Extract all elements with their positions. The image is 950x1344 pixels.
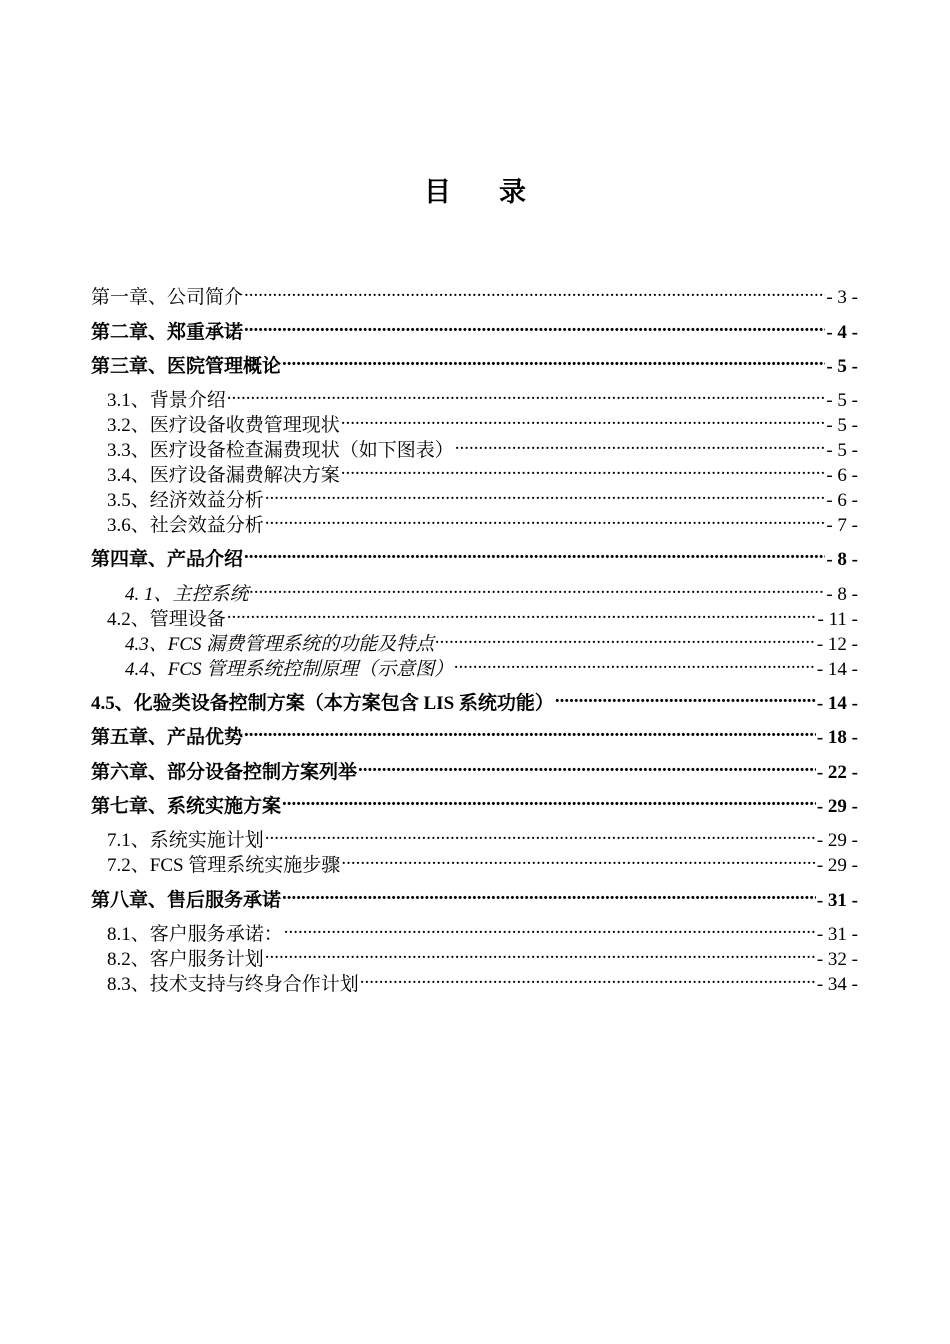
toc-page-number: - 5 - bbox=[826, 390, 858, 411]
toc-entry-7-2[interactable] bbox=[91, 846, 858, 876]
toc-page-number: - 34 - bbox=[816, 974, 858, 995]
toc-entry-8-3[interactable] bbox=[91, 965, 858, 995]
toc-page-number: - 31 - bbox=[816, 924, 858, 945]
toc-entry-label: 第四章、产品介绍 bbox=[91, 549, 244, 570]
dot-leader bbox=[265, 821, 816, 846]
dot-leader bbox=[282, 347, 825, 372]
toc-entry-label: 3.3、医疗设备检查漏费现状（如下图表） bbox=[107, 440, 454, 461]
toc-entry-label: 8.1、客户服务承诺： bbox=[107, 924, 283, 945]
toc-entry-label: 4.3、FCS 漏费管理系统的功能及特点 bbox=[125, 634, 435, 655]
toc-entry-chapter-1[interactable] bbox=[91, 278, 858, 308]
dot-leader bbox=[435, 625, 816, 650]
toc-page-number: - 11 - bbox=[817, 609, 858, 630]
toc-page-number: - 5 - bbox=[826, 356, 858, 377]
toc-entry-label: 8.3、技术支持与终身合作计划 bbox=[107, 974, 359, 995]
toc-entry-label: 3.2、医疗设备收费管理现状 bbox=[107, 415, 340, 436]
toc-entry-chapter-3[interactable] bbox=[91, 347, 858, 377]
toc-entry-label: 3.1、背景介绍 bbox=[107, 390, 226, 411]
toc-entry-3-2[interactable] bbox=[91, 406, 858, 436]
toc-entry-label: 第三章、医院管理概论 bbox=[91, 356, 282, 377]
toc-entry-3-5[interactable] bbox=[91, 481, 858, 511]
dot-leader bbox=[244, 313, 825, 338]
toc-entry-3-3[interactable] bbox=[91, 431, 858, 461]
toc-entry-3-4[interactable] bbox=[91, 456, 858, 486]
dot-leader bbox=[227, 381, 826, 406]
toc-entry-3-1[interactable] bbox=[91, 381, 858, 411]
toc-entry-chapter-6[interactable] bbox=[91, 753, 858, 783]
dot-leader bbox=[341, 406, 826, 431]
toc-entry-label: 4.2、管理设备 bbox=[107, 609, 226, 630]
toc-page-number: - 31 - bbox=[816, 890, 858, 911]
dot-leader bbox=[360, 965, 816, 990]
toc-page-number: - 6 - bbox=[826, 490, 858, 511]
toc-entry-label: 第二章、郑重承诺 bbox=[91, 322, 244, 343]
toc-entry-4-1[interactable] bbox=[91, 575, 858, 605]
dot-leader bbox=[244, 718, 816, 743]
toc-entry-label: 第五章、产品优势 bbox=[91, 727, 244, 748]
toc-page-number: - 29 - bbox=[816, 796, 858, 817]
toc-entry-label: 7.2、FCS 管理系统实施步骤 bbox=[107, 855, 341, 876]
toc-entry-4-2[interactable] bbox=[91, 600, 858, 630]
toc-entry-label: 第七章、系统实施方案 bbox=[91, 796, 282, 817]
dot-leader bbox=[244, 540, 825, 565]
toc-page-number: - 6 - bbox=[826, 465, 858, 486]
toc-page-number: - 3 - bbox=[826, 287, 858, 308]
dot-leader bbox=[244, 278, 825, 303]
toc-entry-label: 第六章、部分设备控制方案列举 bbox=[91, 762, 358, 783]
toc-entry-label: 7.1、系统实施计划 bbox=[107, 830, 264, 851]
toc-page-number: - 14 - bbox=[816, 659, 858, 680]
toc-entry-label: 第一章、公司简介 bbox=[91, 287, 244, 308]
toc-entry-label: 3.6、社会效益分析 bbox=[107, 515, 264, 536]
dot-leader bbox=[555, 684, 816, 709]
toc-entry-label: 4. 1、主控系统 bbox=[125, 584, 249, 605]
toc-page-number: - 22 - bbox=[816, 762, 858, 783]
dot-leader bbox=[227, 600, 817, 625]
dot-leader bbox=[454, 650, 816, 675]
toc-page-number: - 5 - bbox=[826, 415, 858, 436]
toc-entry-chapter-5[interactable] bbox=[91, 718, 858, 748]
toc-page-number: - 32 - bbox=[816, 949, 858, 970]
toc-entry-label: 3.4、医疗设备漏费解决方案 bbox=[107, 465, 340, 486]
toc-entry-chapter-2[interactable] bbox=[91, 313, 858, 343]
toc-page-number: - 8 - bbox=[826, 584, 858, 605]
dot-leader bbox=[455, 431, 826, 456]
dot-leader bbox=[265, 481, 826, 506]
dot-leader bbox=[282, 881, 816, 906]
toc-entry-4-3[interactable] bbox=[91, 625, 858, 655]
toc-page-number: - 12 - bbox=[816, 634, 858, 655]
toc-entry-4-4[interactable] bbox=[91, 650, 858, 680]
toc-page-number: - 4 - bbox=[826, 322, 858, 343]
title-char-1: 目 bbox=[424, 177, 451, 207]
title-char-2: 录 bbox=[499, 177, 526, 207]
dot-leader bbox=[358, 753, 816, 778]
table-of-contents bbox=[91, 0, 858, 1344]
toc-page-number: - 29 - bbox=[816, 830, 858, 851]
toc-entry-label: 第八章、售后服务承诺 bbox=[91, 890, 282, 911]
toc-entry-label: 4.4、FCS 管理系统控制原理（示意图） bbox=[125, 659, 454, 680]
dot-leader bbox=[250, 575, 826, 600]
toc-entry-chapter-8[interactable] bbox=[91, 881, 858, 911]
dot-leader bbox=[282, 787, 816, 812]
dot-leader bbox=[341, 456, 826, 481]
toc-entry-label: 3.5、经济效益分析 bbox=[107, 490, 264, 511]
toc-entry-chapter-7[interactable] bbox=[91, 787, 858, 817]
toc-page-number: - 18 - bbox=[816, 727, 858, 748]
toc-entry-7-1[interactable] bbox=[91, 821, 858, 851]
toc-page-number: - 29 - bbox=[816, 855, 858, 876]
toc-page-number: - 7 - bbox=[826, 515, 858, 536]
toc-entry-3-6[interactable] bbox=[91, 506, 858, 536]
toc-entry-label: 8.2、客户服务计划 bbox=[107, 949, 264, 970]
toc-entry-8-2[interactable] bbox=[91, 940, 858, 970]
toc-entry-chapter-4[interactable] bbox=[91, 540, 858, 570]
dot-leader bbox=[265, 506, 826, 531]
dot-leader bbox=[341, 846, 816, 871]
toc-entry-label: 4.5、化验类设备控制方案（本方案包含 LIS 系统功能） bbox=[91, 693, 554, 714]
dot-leader bbox=[284, 915, 816, 940]
toc-page-number: - 14 - bbox=[816, 693, 858, 714]
toc-page-number: - 8 - bbox=[826, 549, 858, 570]
toc-entry-8-1[interactable] bbox=[91, 915, 858, 945]
dot-leader bbox=[265, 940, 816, 965]
toc-entry-4-5[interactable] bbox=[91, 684, 858, 714]
toc-page-number: - 5 - bbox=[826, 440, 858, 461]
